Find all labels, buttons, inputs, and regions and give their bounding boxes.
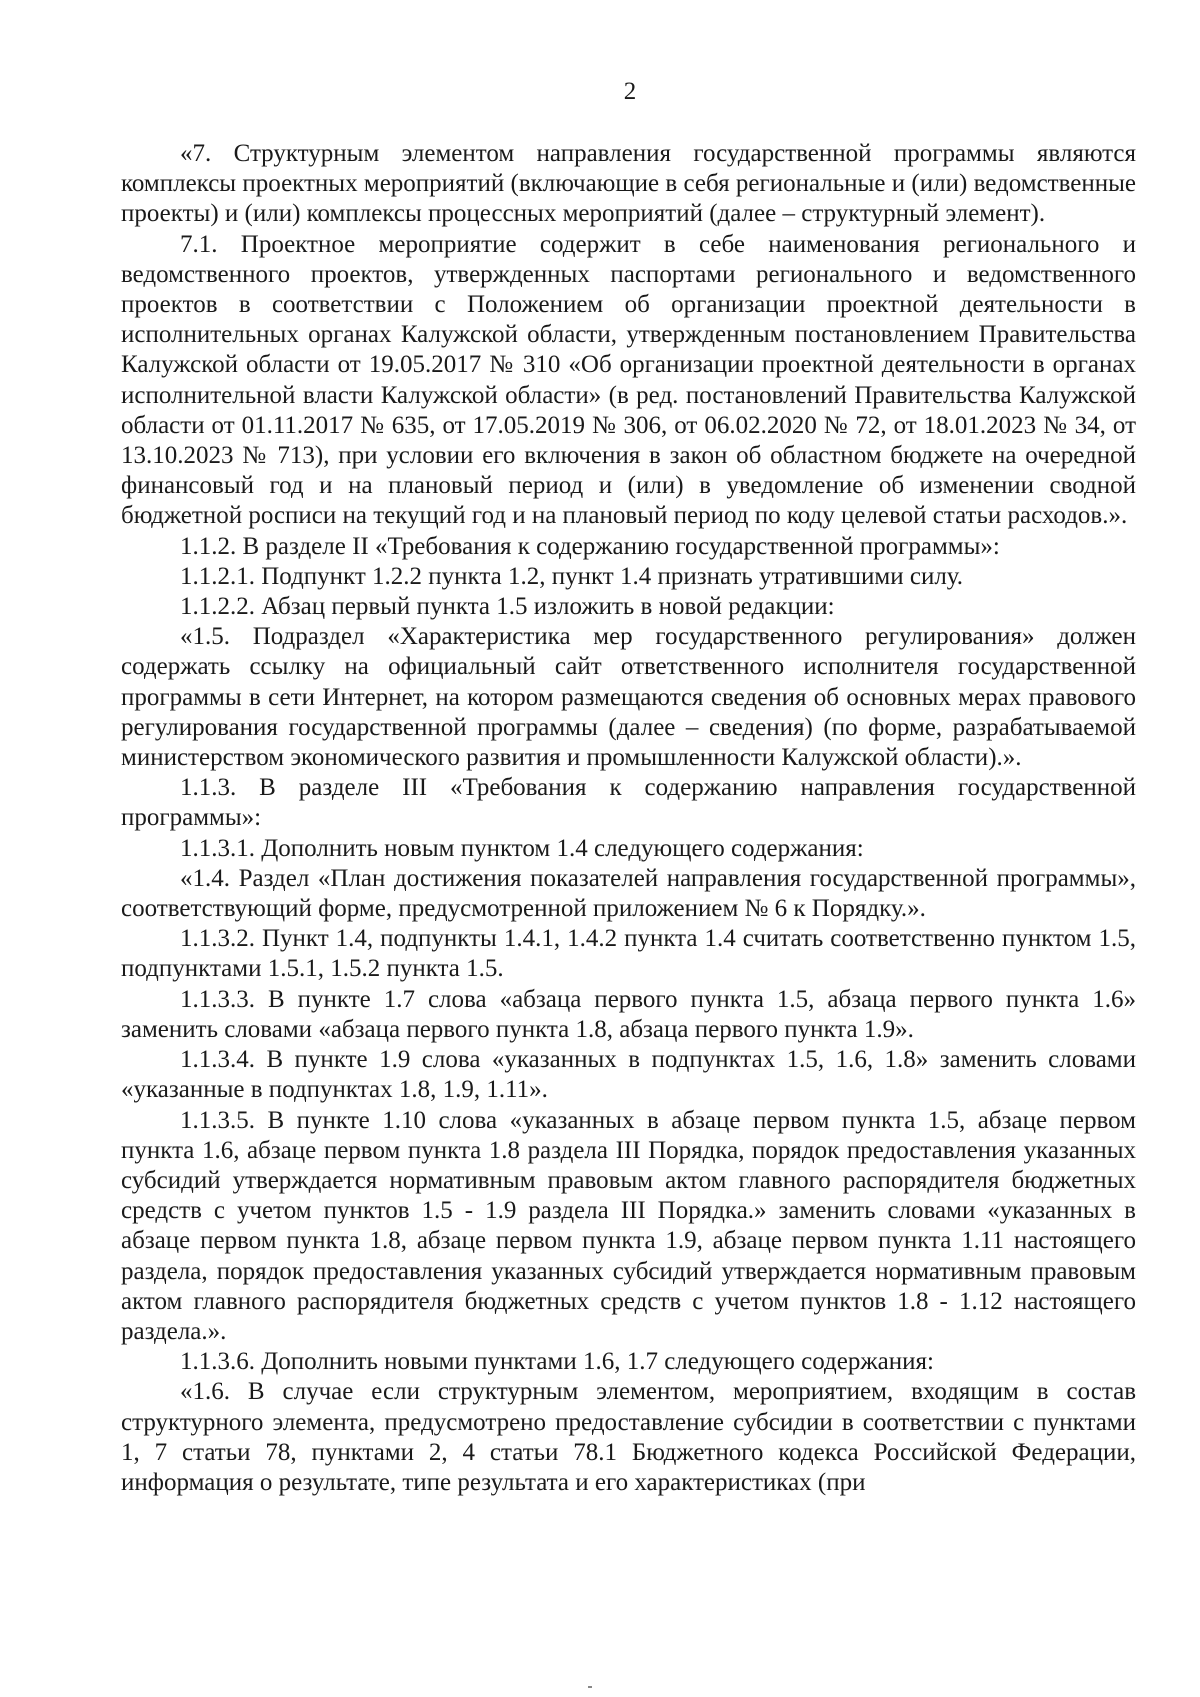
page-number: 2 xyxy=(623,78,637,105)
paragraph-1-1-3-1: 1.1.3.1. Дополнить новым пунктом 1.4 следующего содержания: xyxy=(180,834,864,862)
paragraph-1-1-2-1: 1.1.2.1. Подпункт 1.2.2 пункта 1.2, пункт 1.4 признать утратившими силу. xyxy=(180,562,964,590)
paragraph-7: «7. Структурным элементом направления государственной программы являются комплексы проектных мероприятий (включающие в себя региональные и (или) ведомственные проекты) и (или) комплексы процессных мероприятий (далее – структурный элемент). xyxy=(121,140,1136,228)
paragraph-quote-1-6: «1.6. В случае если структурным элементом, мероприятием, входящим в состав структурного элемента, предусмотрено предоставление субсидии в соответствии с пунктами 1, 7 статьи 78, пунктами 2, 4 статьи 78.1 Бюджетного кодекса Российской Федерации, информация о результате, типе результата и его характеристиках (при xyxy=(121,1378,1136,1496)
paragraph-1-1-2-2: 1.1.2.2. Абзац первый пункта 1.5 изложить в новой редакции: xyxy=(180,593,835,621)
paragraph-1-1-3-6: 1.1.3.6. Дополнить новыми пунктами 1.6, 1.7 следующего содержания: xyxy=(180,1348,934,1376)
paragraph-quote-1-5: «1.5. Подраздел «Характеристика мер государственного регулирования» должен содержать ссылку на официальный сайт ответственного исполнителя государственной программы в сети Интернет, на котором размещаются сведения об основных мерах правового регулирования государственной программы (далее – сведения) (по форме, разрабатываемой министерством экономического развития и промышленности Калужской области).». xyxy=(121,623,1136,772)
paragraph-quote-1-4: «1.4. Раздел «План достижения показателей направления государственной программы», соответствующий форме, предусмотренной приложением № 6 к Порядку.». xyxy=(121,864,1136,923)
paragraph-1-1-3-2: 1.1.3.2. Пункт 1.4, подпункты 1.4.1, 1.4.2 пункта 1.4 считать соответственно пунктом 1.5, подпунктами 1.5.1, 1.5.2 пункта 1.5. xyxy=(121,925,1136,983)
scan-artifact xyxy=(588,1686,592,1688)
paragraph-1-1-3: 1.1.3. В разделе III «Требования к содержанию направления государственной программы»: xyxy=(121,774,1136,832)
paragraph-1-1-2: 1.1.2. В разделе II «Требования к содержанию государственной программы»: xyxy=(180,532,1000,560)
paragraph-7-1: 7.1. Проектное мероприятие содержит в себе наименования регионального и ведомственного проектов, утвержденных паспортами регионального и ведомственного проектов в соответствии с Положением об организации проектной деятельности в исполнительных органах Калужской области, утвержденным постановлением Правительства Калужской области от 19.05.2017 № 310 «Об организации проектной деятельности в органах исполнительной власти Калужской области» (в ред. постановлений Правительства Калужской области от 01.11.2017 № 635, от 17.05.2019 № 306, от 06.02.2020 № 72, от 18.01.2023 № 34, от 13.10.2023 № 713), при условии его включения в закон об областном бюджете на очередной финансовый год и на плановый период и (или) в уведомление об изменении сводной бюджетной росписи на текущий год и на плановый период по коду целевой статьи расходов.». xyxy=(121,230,1136,530)
paragraph-1-1-3-3: 1.1.3.3. В пункте 1.7 слова «абзаца первого пункта 1.5, абзаца первого пункта 1.6» заменить словами «абзаца первого пункта 1.8, абзаца первого пункта 1.9». xyxy=(121,985,1136,1043)
paragraph-1-1-3-4: 1.1.3.4. В пункте 1.9 слова «указанных в подпунктах 1.5, 1.6, 1.8» заменить словами «указанные в подпунктах 1.8, 1.9, 1.11». xyxy=(121,1046,1136,1104)
paragraph-1-1-3-5: 1.1.3.5. В пункте 1.10 слова «указанных в абзаце первом пункта 1.5, абзаце первом пункта 1.6, абзаце первом пункта 1.8 раздела III Порядка, порядок предоставления указанных субсидий утверждается нормативным правовым актом главного распорядителя бюджетных средств с учетом пунктов 1.5 - 1.9 раздела III Порядка.» заменить словами «указанных в абзаце первом пункта 1.8, абзаце первом пункта 1.9, абзаце первом пункта 1.11 настоящего раздела, порядок предоставления указанных субсидий утверждается нормативным правовым актом главного распорядителя бюджетных средств с учетом пунктов 1.8 - 1.12 настоящего раздела.». xyxy=(121,1106,1136,1345)
document-body xyxy=(121,139,1136,1498)
